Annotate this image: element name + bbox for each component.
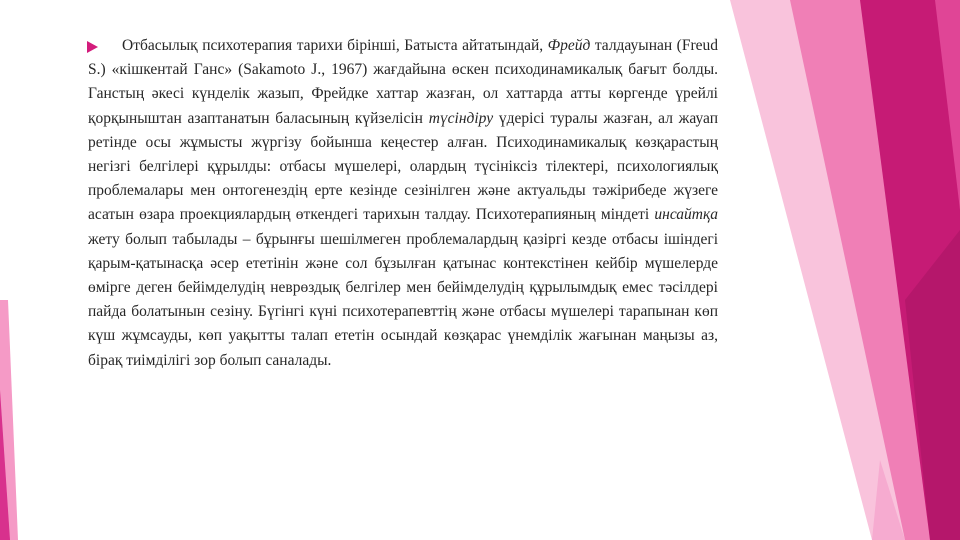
paragraph-text: Отбасылық психотерапия тарихи бірінші, Батыста айтатындай,: [122, 37, 548, 54]
paragraph-text: үдерісі туралы жазған, ал жауап ретінде осы жұмысты жүргізу бойынша кеңестер алған. Психодинамикалық көзқарастың негізгі белгілері құрылды: отбасы мүшелері, олардың түсініксіз тілектері, психологиялық проблемалары мен онтогенездің ерте кезінде сезінілген және актуальды тәжірибеде жүзеге асатын өзара проекциялардың өткендегі тарихын талдау. Психотерапияның міндеті: [88, 109, 718, 224]
left-magenta-sliver: [0, 390, 10, 540]
italic-term: Фрейд: [547, 37, 591, 54]
triangle-bullet-icon: [87, 41, 98, 53]
right-shadow-facet: [905, 230, 960, 540]
paragraph-text: жету болып табылады – бұрынғы шешілмеген проблемалардың қазіргі кезде отбасы ішіндегі қарым-қатынасқа әсер ететінін және сол бұзылған қатынас контекстінен кейбір мүшелерде өмірге деген бейімделудің неврөздық белгілер мен бейімделудің құрылымдық емес тәсілдері пайда болатынын сезіну. Бүгінгі күні психотерапевттің және отбасы мүшелері тарапынан көп күш жұмсауды, көп уақытты талап ететін осындай көзқарас үнемділік жағынан маңызы аз, бірақ тиімділігі зор болып саналады.: [88, 230, 718, 369]
body-paragraph: [88, 34, 718, 373]
slide-body: [88, 34, 718, 373]
italic-term: инсайтқа: [654, 206, 718, 224]
right-magenta-panel: [860, 0, 960, 540]
left-pink-band: [0, 300, 18, 540]
right-mid-panel: [790, 0, 960, 540]
right-light-panel: [730, 0, 960, 540]
right-bright-facet: [935, 0, 960, 210]
italic-term: түсіндіру: [428, 109, 494, 127]
right-lower-light: [872, 460, 905, 540]
paragraph-text: талдауынан (Freud S.) «кішкентай Ганс» (Sakamoto J., 1967) жағдайына өскен психодинамикалық бағыт болды. Ганстың әкесі күнделік жазып, Фрейдке хаттар жазған, ол хаттарда атты көргенде үрейлі қорқыныштан азаптанатын баласының күйзелісін: [88, 37, 718, 127]
